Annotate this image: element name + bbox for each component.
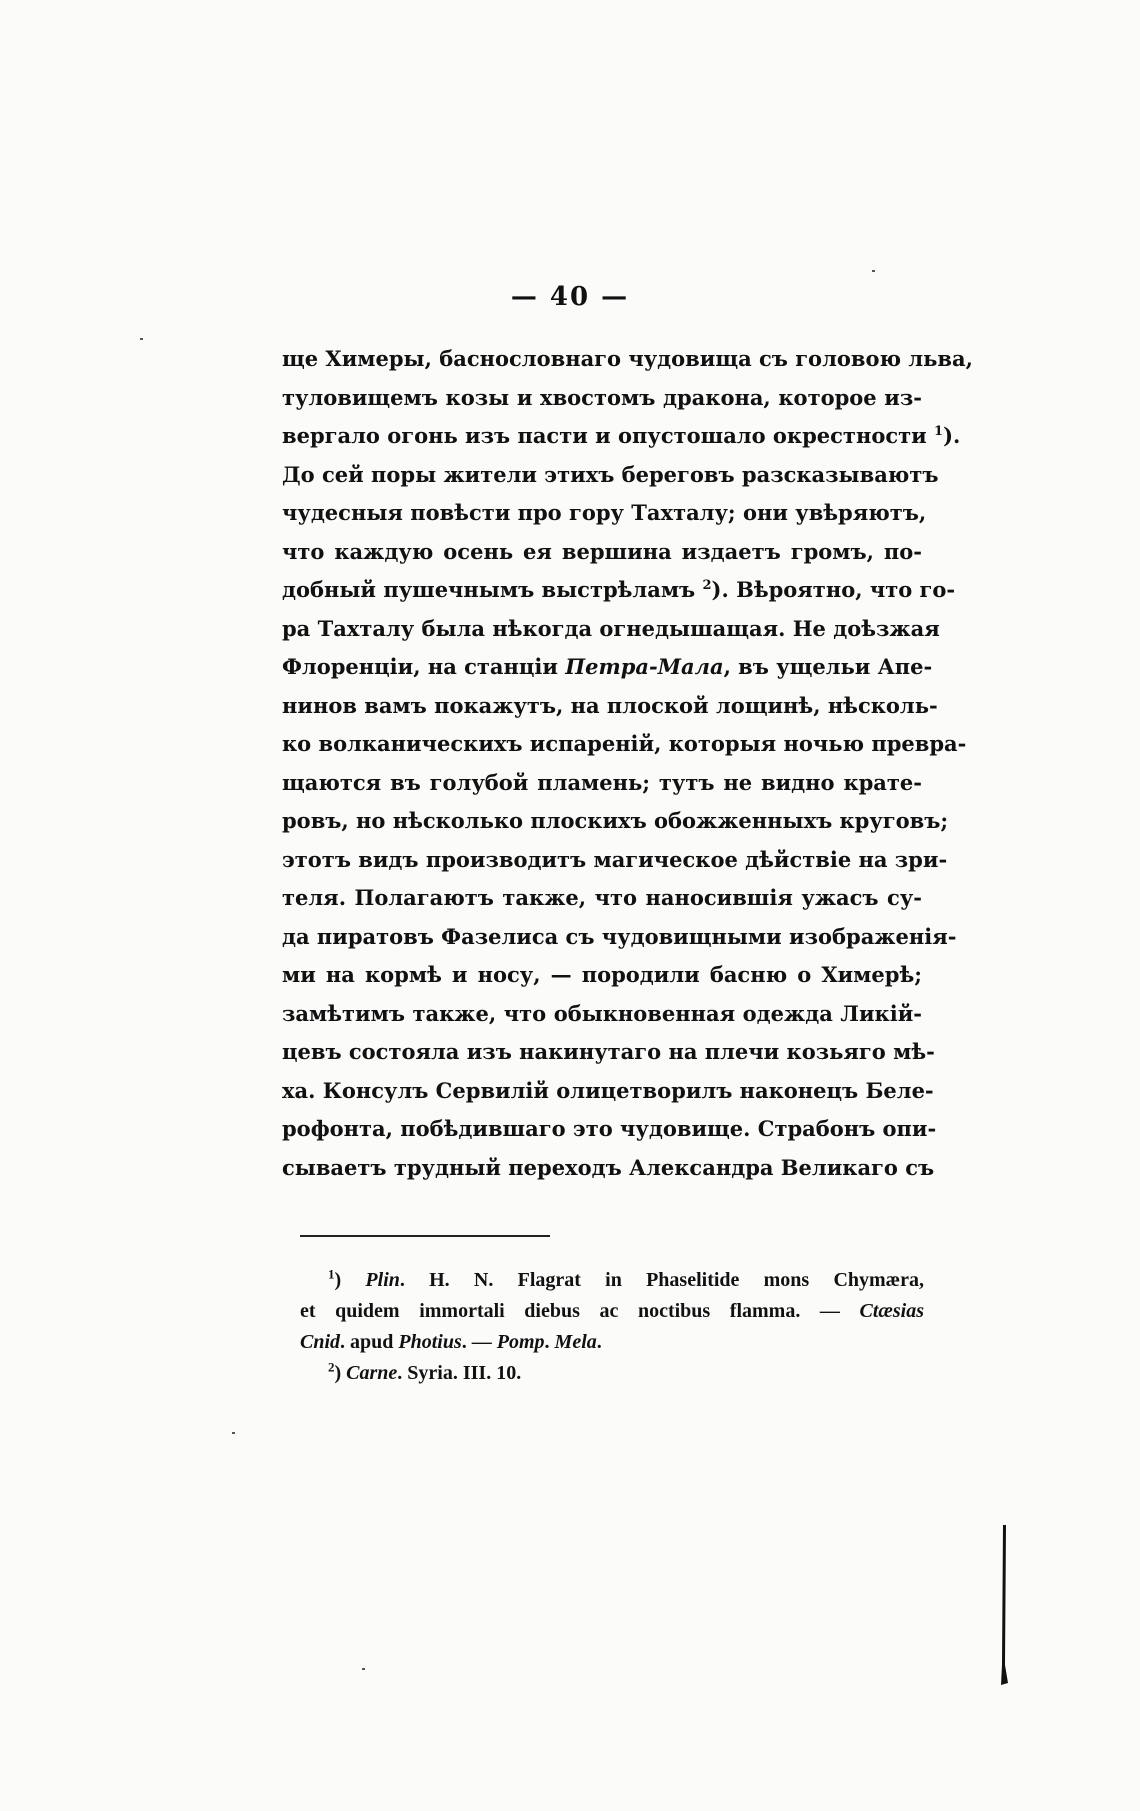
- footnote-2-paren: ): [334, 1362, 342, 1384]
- footnote-2-author: Carne: [346, 1362, 398, 1384]
- page-edge-mark: [1000, 1525, 1008, 1685]
- footnote-1-cnid: Cnid: [300, 1331, 341, 1353]
- text-line: теля. Полагаютъ также, что наносившія ужасъ су-: [282, 885, 922, 910]
- footnotes: [300, 1265, 924, 1389]
- footnote-1-cont: [300, 1296, 924, 1327]
- text-line: ще Химеры, баснословнаго чудовища съ головою льва,: [282, 346, 973, 371]
- footnote-1-paren: ): [334, 1269, 342, 1291]
- text-line: ми на кормѣ и носу, — породили басню о Химерѣ;: [282, 962, 922, 987]
- footnote-1-pomp: Pomp: [496, 1331, 545, 1353]
- footnote-1-dot: .: [544, 1331, 550, 1353]
- text-line: туловищемъ козы и хвостомъ дракона, которое из-: [282, 384, 922, 410]
- text-line: [282, 417, 961, 456]
- footnote-1-text: . H. N. Flagrat in Phaselitide mons Chymæra,: [399, 1269, 925, 1291]
- text-line: ра Тахталу была нѣкогда огнедышащая. Не доѣзжая: [282, 615, 940, 641]
- text-line-content: Флоренціи, на станціи: [282, 654, 558, 679]
- scan-speck: [872, 270, 875, 272]
- text-line: нинов вамъ покажутъ, на плоской лощинѣ, нѣсколь-: [282, 692, 938, 718]
- footnote-1-mark: 1: [328, 1266, 335, 1282]
- footnote-1-dash: . —: [461, 1331, 492, 1353]
- text-line: цевъ состояла изъ накинутаго на плечи козьяго мѣ-: [282, 1039, 935, 1064]
- footnote-1-apud: . apud: [340, 1331, 394, 1353]
- page-number: — 40 —: [510, 282, 630, 312]
- footnote-1: [300, 1265, 924, 1296]
- footnote-divider: [300, 1235, 550, 1237]
- footnote-2-text: . Syria. III. 10.: [397, 1362, 522, 1384]
- footnote-1-author: Plin: [365, 1269, 400, 1291]
- footnote-1-end: .: [596, 1331, 602, 1353]
- text-line: щаются въ голубой пламень; тутъ не видно крате-: [282, 769, 922, 795]
- footnote-2-mark: 2: [328, 1359, 335, 1375]
- footnote-2: [300, 1358, 924, 1389]
- text-line: [282, 648, 933, 687]
- text-line: ко волканическихъ испареній, которыя ночью превра-: [282, 731, 967, 756]
- scan-speck: [232, 1432, 235, 1434]
- text-line: замѣтимъ также, что обыкновенная одежда Ликій-: [282, 1000, 922, 1026]
- footnote-1-line2: et quidem immortali diebus ac noctibus flamma. —: [300, 1300, 840, 1322]
- footnote-1-photius: Photius: [398, 1331, 462, 1353]
- text-line-tail: ). Вѣроятно, что го-: [711, 577, 956, 602]
- text-line: ха. Консулъ Сервилій олицетворилъ наконецъ Беле-: [282, 1077, 934, 1103]
- italic-place-name: Петра-Мала: [565, 654, 724, 679]
- text-line-tail: , въ ущельи Апе-: [723, 654, 933, 679]
- scan-speck: [362, 1668, 365, 1670]
- text-line: сываетъ трудный переходъ Александра Великаго съ: [282, 1154, 935, 1180]
- footnote-1-ctesias: Ctæsias: [859, 1300, 924, 1322]
- footnote-ref-1: 1: [934, 424, 944, 439]
- footnote-ref-close: ).: [943, 423, 961, 448]
- text-line: чудесныя повѣсти про гору Тахталу; они увѣряютъ,: [282, 500, 927, 525]
- footnote-1-mela: Mela: [554, 1331, 597, 1353]
- footnote-1-cont: [300, 1327, 924, 1358]
- body-text: [282, 340, 973, 1187]
- text-line: рофонта, побѣдившаго это чудовище. Страбонъ опи-: [282, 1116, 937, 1141]
- scan-speck: [140, 338, 143, 340]
- text-line: что каждую осень ея вершина издаетъ громъ, по-: [282, 538, 922, 564]
- text-line-content: вергало огонь изъ пасти и опустошало окрестности: [282, 423, 927, 448]
- text-line: этотъ видъ производитъ магическое дѣйствіе на зри-: [282, 846, 948, 872]
- text-line-content: добный пушечнымъ выстрѣламъ: [282, 577, 696, 602]
- text-line: ровъ, но нѣсколько плоскихъ обожженныхъ круговъ;: [282, 808, 949, 833]
- text-line: До сей поры жители этихъ береговъ разсказываютъ: [282, 461, 939, 487]
- text-line: да пиратовъ Фазелиса съ чудовищными изображенія-: [282, 923, 957, 949]
- footnote-ref-2: 2: [702, 578, 712, 593]
- text-line: [282, 571, 956, 610]
